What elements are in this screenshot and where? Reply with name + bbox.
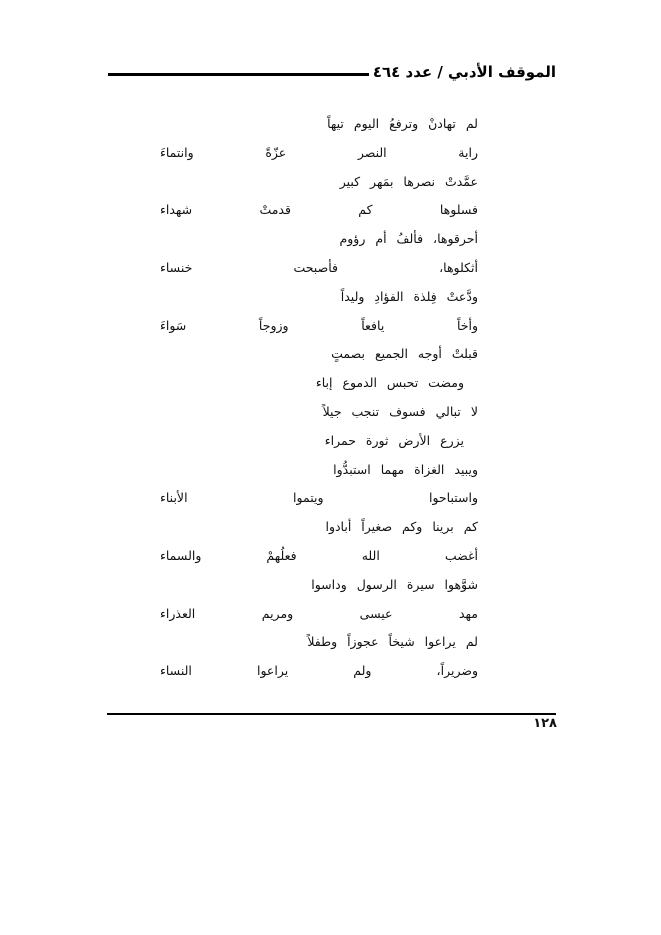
poem-line: شوَّهوا سيرة الرسول وداسوا bbox=[311, 576, 478, 592]
poem-line: ومضت تحبس الدموع إباء bbox=[315, 375, 464, 391]
header-rule bbox=[108, 73, 369, 76]
poem-line: ويبيد الغزاة مهما استبدُّوا bbox=[333, 461, 478, 477]
footer-rule bbox=[107, 713, 556, 715]
journal-title: الموقف الأدبي / عدد ٤٦٤ bbox=[372, 63, 556, 81]
running-header bbox=[108, 60, 556, 84]
poem-line: لم يراعوا شيخاً عجوزاً وطفلاً bbox=[307, 634, 478, 650]
poem-line: يزرع الأرض ثورة حمراء bbox=[324, 432, 464, 448]
poem-line: عمَّدتْ نصرها بمَهر كبير bbox=[339, 173, 478, 189]
poem-line: أغضب الله فعلُهمْ والسماء bbox=[160, 547, 478, 563]
poem-line: كم برينا وكم صغيراً أبادوا bbox=[325, 519, 478, 535]
page-number: ١٢٨ bbox=[533, 716, 557, 731]
poem-line: واستباحوا ويتموا الأبناء bbox=[160, 490, 478, 506]
poem-line: أحرقوها، فألفُ أم رؤوم bbox=[339, 231, 478, 247]
poem-line: لم تهادنْ وترفعُ اليوم تيهاً bbox=[327, 116, 478, 131]
poem-line: لا تبالي فسوف تنجب جيلاً bbox=[322, 403, 478, 419]
poem bbox=[160, 110, 478, 686]
poem-line: قبلتْ أوجه الجميع بصمتٍ bbox=[331, 346, 478, 362]
poem-line: أثكلوها، فأصبحت خنساء bbox=[160, 259, 478, 275]
poem-line: ودَّعتْ فِلذة الفؤادِ وليداً bbox=[340, 288, 478, 304]
poem-line: وأخاً يافعاً وزوجاً سَواءَ bbox=[160, 317, 478, 333]
poem-line: وضريراً، ولم يراعوا النساء bbox=[160, 663, 478, 679]
poem-line: راية النصر عزّةً وانتماءَ bbox=[160, 144, 478, 160]
poem-line: مهد عيسى ومريم العذراء bbox=[160, 605, 478, 621]
poem-line: فسلوها كم قدمتْ شهداء bbox=[160, 202, 478, 218]
